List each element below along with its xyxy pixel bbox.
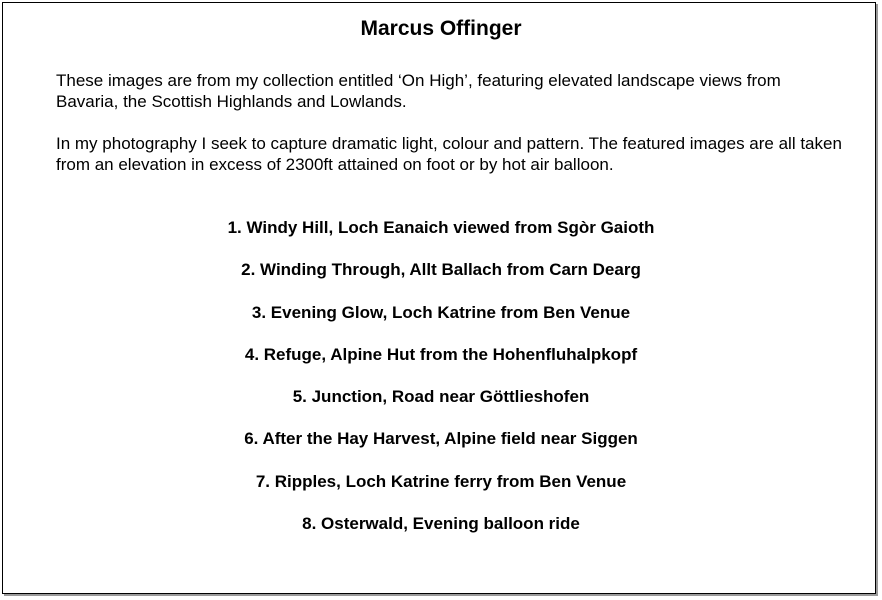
image-list-item: 2. Winding Through, Allt Ballach from Carn Dearg	[241, 260, 641, 280]
image-list-item: 4. Refuge, Alpine Hut from the Hohenfluhalpkopf	[244, 344, 638, 364]
image-list-item: 8. Osterwald, Evening balloon ride	[302, 514, 580, 534]
page-title: Marcus Offinger	[360, 17, 522, 40]
image-list-item: 1. Windy Hill, Loch Eanaich viewed from Sgòr Gaioth	[227, 218, 655, 237]
image-list-item: 6. After the Hay Harvest, Alpine field near Siggen	[244, 429, 638, 449]
image-list-item: 5. Junction, Road near Göttlieshofen	[292, 387, 590, 407]
intro-paragraph-approach: In my photography I seek to capture dramatic light, colour and pattern. The featured images are all taken from an elevation in excess of 2300ft attained on foot or by hot air balloon.	[56, 134, 842, 174]
image-list	[0, 216, 882, 554]
image-list-item: 3. Evening Glow, Loch Katrine from Ben Venue	[251, 302, 631, 322]
intro-paragraph-collection: These images are from my collection entitled ‘On High’, featuring elevated landscape views from Bavaria, the Scottish Highlands and Lowlands.	[56, 71, 781, 111]
image-list-item: 7. Ripples, Loch Katrine ferry from Ben Venue	[255, 471, 627, 491]
